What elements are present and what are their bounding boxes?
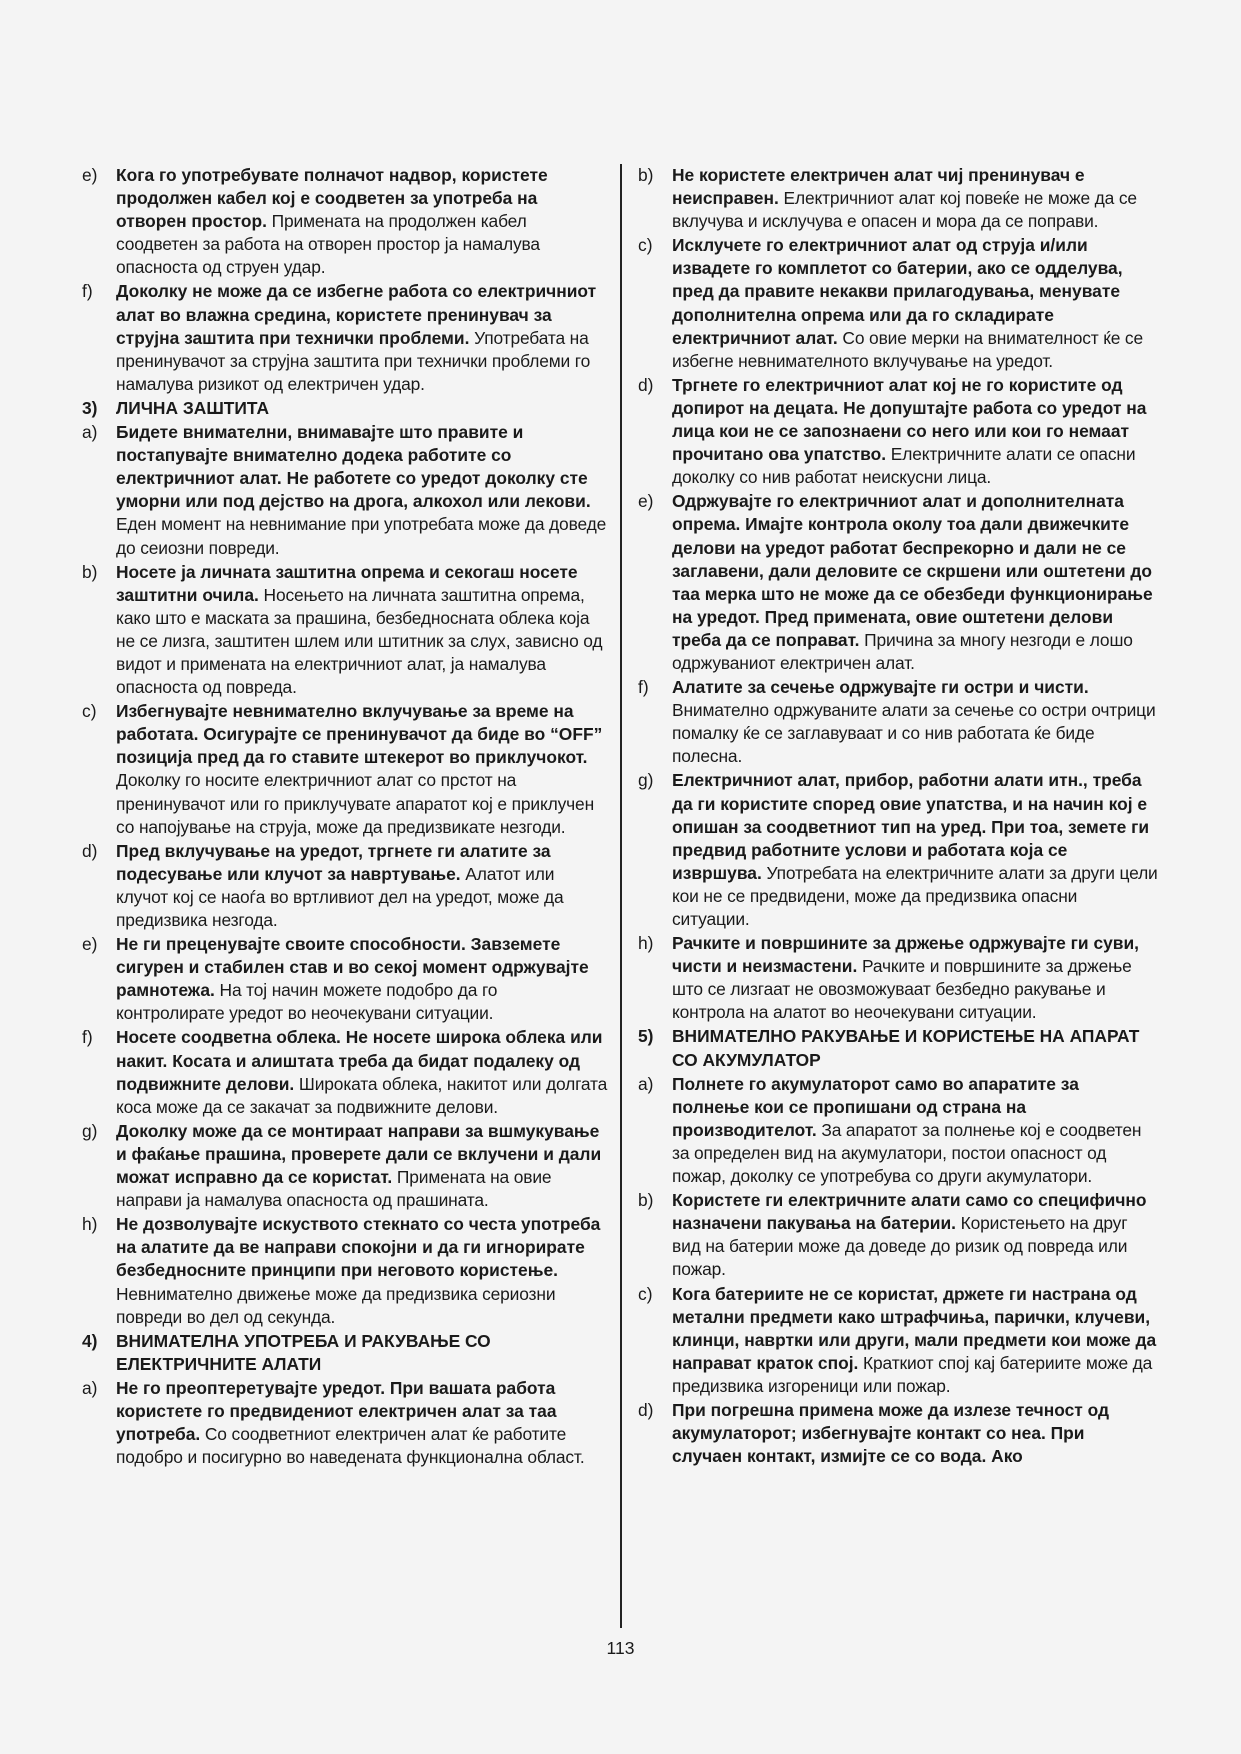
item-explanation: Користењето на друг вид на батерии може да доведе до ризик од повреда или пожар. bbox=[672, 1213, 1128, 1280]
list-item bbox=[638, 1073, 1158, 1188]
section-number: 3) bbox=[82, 397, 98, 418]
section-title: ЛИЧНА ЗАШТИТА bbox=[116, 397, 270, 418]
item-explanation: Употребата на пренинувачот за струјна заштита при технички проблеми го намалува ризикот од електричен удар. bbox=[116, 327, 591, 394]
right-column bbox=[638, 164, 1158, 1469]
item-instruction: Носете соодветна облека. Не носете широка облека или накит. Косата и алиштата треба да бидат подалеку од подвижните делови. bbox=[116, 1027, 603, 1094]
item-letter: f) bbox=[638, 677, 649, 698]
left-column bbox=[82, 164, 610, 1470]
list-item bbox=[82, 933, 610, 1025]
item-explanation: Рачките и површините за држење што се лизгаат не овозможуваат безбедно ракување и контрола на алатот во неочекувани ситуации. bbox=[672, 956, 1132, 1023]
list-item bbox=[638, 164, 1158, 233]
item-instruction: Пред вклучување на уредот, тргнете ги алатите за подесување или клучот за навртување. bbox=[116, 840, 551, 884]
section-title: ВНИМАТЕЛНО РАКУВАЊЕ И КОРИСТЕЊЕ НА АПАРАТ СО АКУМУЛАТОР bbox=[672, 1026, 1140, 1070]
list-item bbox=[82, 1026, 610, 1118]
item-letter: d) bbox=[638, 374, 654, 395]
item-instruction: Доколку може да се монтираат направи за вшмукување и фаќање прашина, проверете дали се вклучени и дали можат исправно да се користат. bbox=[116, 1120, 602, 1188]
list-item bbox=[638, 234, 1158, 373]
item-letter: h) bbox=[82, 1214, 98, 1235]
list-item bbox=[82, 840, 610, 932]
list-item bbox=[82, 1120, 610, 1212]
item-letter: e) bbox=[82, 165, 98, 185]
list-item bbox=[638, 676, 1158, 768]
list-item bbox=[638, 374, 1158, 489]
list-item bbox=[638, 932, 1158, 1024]
list-item bbox=[638, 490, 1158, 675]
item-explanation: Еден момент на невнимание при употребата може да доведе до сеиозни повреди. bbox=[116, 514, 607, 558]
item-explanation: Невнимателно движење може да предизвика сериозни повреди во дел од секунда. bbox=[116, 1283, 556, 1327]
item-letter: h) bbox=[638, 933, 654, 954]
item-instruction: Не дозволувајте искуството стекнато со честа употреба на алатите да ве направи спокојни и да ги игнорирате безбедносните принципи при неговото користење. bbox=[116, 1214, 601, 1281]
item-explanation: За апаратот за полнење кој е соодветен за определен вид на акумулатори, постои опасност од пожар, доколку се употребува со други акумулатори. bbox=[672, 1119, 1142, 1187]
item-explanation: На тој начин можете подобро да го контролирате уредот во неочекувани ситуации. bbox=[116, 980, 498, 1024]
item-instruction: Кога го употребувате полначот надвор, користете продолжен кабел кој е соодветен за употреба на отворен простор. bbox=[116, 165, 548, 232]
list-item bbox=[638, 769, 1158, 931]
item-explanation: Алатот или клучот кој се наоѓа во вртливиот дел на уредот, може да предизвика незгода. bbox=[116, 863, 564, 930]
item-instruction: Алатите за сечење одржувајте ги остри и чисти. bbox=[672, 677, 1089, 698]
item-letter: f) bbox=[82, 1027, 93, 1048]
item-letter: d) bbox=[82, 840, 98, 861]
item-letter: a) bbox=[82, 422, 98, 443]
section-heading bbox=[82, 1330, 610, 1376]
item-instruction: При погрешна примена може да излезе течност од акумулаторот; избегнувајте контакт со неа. При случаен контакт, измијте се со вода. Ако bbox=[672, 1399, 1110, 1467]
item-letter: g) bbox=[82, 1120, 98, 1141]
item-letter: e) bbox=[82, 934, 98, 955]
section-heading bbox=[82, 397, 610, 420]
item-explanation: Употребата на електричните алати за други цели кои не се предвидени, може да предизвика опасни ситуации. bbox=[672, 862, 1158, 929]
item-letter: b) bbox=[82, 561, 98, 582]
section-heading bbox=[638, 1025, 1158, 1071]
item-letter: c) bbox=[638, 1283, 653, 1304]
item-instruction: Исклучете го електричниот алат од струја и/или извадете го комплетот со батерии, ако се одделува, пред да правите некакви прилагодувања, менувате дополнителна опрема или да го складирате електричниот алат. bbox=[672, 235, 1123, 348]
list-item bbox=[82, 561, 610, 700]
section-number: 4) bbox=[82, 1330, 98, 1351]
list-item bbox=[82, 164, 610, 279]
item-instruction: Не ги преценувајте своите способности. Завземете сигурен и стабилен став и во секој момент одржувајте рамнотежа. bbox=[116, 934, 589, 1001]
list-item bbox=[638, 1399, 1158, 1468]
item-explanation: Електричниот алат кој повеќе не може да се вклучува и исклучува е опасен и мора да се поправи. bbox=[672, 188, 1137, 232]
item-instruction: Електричниот алат, прибор, работни алати итн., треба да ги користите според овие упатства, и на начин кој е опишан за соодветниот тип на уред. При тоа, земете ги предвид работните услови и работата која се извршува. bbox=[672, 770, 1150, 883]
item-explanation: Краткиот спој кај батериите може да предизвика изгореници или пожар. bbox=[672, 1352, 1153, 1396]
item-instruction: Тргнете го електричниот алат кој не го користите од допирот на децата. Не допуштајте работа со уредот на лица кои не се запознаени со него или кои го немаат прочитано ова упатство. bbox=[672, 374, 1147, 465]
item-instruction: Полнете го акумулаторот само во апаратите за полнење кои се пропишани од страна на производителот. bbox=[672, 1073, 1079, 1140]
section-number: 5) bbox=[638, 1026, 654, 1047]
item-explanation: Со соодветниот електричен алат ќе работите подобро и посигурно во наведената функционална област. bbox=[116, 1424, 585, 1468]
item-explanation: Со овие мерки на внимателност ќе се избегне невнимателното вклучување на уредот. bbox=[672, 327, 1143, 371]
list-item bbox=[82, 421, 610, 560]
item-explanation: Примената на овие направи ја намалува опасноста од прашината. bbox=[116, 1167, 552, 1211]
item-instruction: Користете ги електричните алати само со специфично назначени пакувања на батерии. bbox=[672, 1190, 1147, 1234]
item-letter: a) bbox=[82, 1377, 98, 1398]
item-explanation: Широката облека, накитот или долгата коса може да се закачат за подвижните делови. bbox=[116, 1073, 608, 1117]
item-explanation: Внимателно одржуваните алати за сечење со остри очтрици помалку ќе се заглавуваат и со нив работата ќе биде полесна. bbox=[672, 700, 1156, 767]
item-letter: a) bbox=[638, 1073, 654, 1094]
item-explanation: Носењето на личната заштитна опрема, како што е маската за прашина, безбедносната облека која не се лизга, заштитен шлем или штитник за слух, зависно од видот и примената на електричниот алат, ја намалува опасноста од повреда. bbox=[116, 584, 603, 698]
item-explanation: Причина за многу незгоди е лошо одржуваниот електричен алат. bbox=[672, 629, 1133, 673]
item-instruction: Избегнувајте невнимателно вклучување за време на работата. Осигурајте се пренинувачот да биде во “OFF” позиција пред да го ставите штекерот во приклучокот. bbox=[116, 701, 603, 768]
item-letter: f) bbox=[82, 281, 93, 302]
item-letter: b) bbox=[638, 1190, 654, 1211]
item-instruction: Кога батериите не се користат, држете ги настрана од метални предмети како штрафчиња, парички, клучеви, клинци, навртки или други, мали предмети кои може да направат краток спој. bbox=[672, 1283, 1157, 1373]
item-letter: b) bbox=[638, 165, 654, 185]
item-explanation: Примената на продолжен кабел соодветен за работа на отворен простор ја намалува опасноста од струен удар. bbox=[116, 211, 540, 278]
item-instruction: Бидете внимателни, внимавајте што правите и постапувајте внимателно додека работите со електричниот алат. Не работете со уредот доколку сте уморни или под дејство на дрога, алкохол или лекови. bbox=[116, 422, 591, 512]
item-explanation: Доколку го носите електричниот алат со прстот на пренинувачот или го приклучувате апаратот кој е приклучен со напојување на струја, може да предизвикате незгоди. bbox=[116, 770, 595, 837]
item-letter: c) bbox=[638, 235, 653, 256]
item-explanation: Електричните алати се опасни доколку со нив работат неискусни лица. bbox=[672, 444, 1136, 488]
item-letter: g) bbox=[638, 770, 654, 791]
item-instruction: Не користете електричен алат чиј пренинувач е неисправен. bbox=[672, 165, 1085, 209]
list-item bbox=[82, 1377, 610, 1469]
section-title: ВНИМАТЕЛНА УПОТРЕБА И РАКУВАЊЕ СО ЕЛЕКТРИЧНИТЕ АЛАТИ bbox=[116, 1330, 491, 1374]
page-number: 113 bbox=[606, 1638, 635, 1658]
item-instruction: Носете ја личната заштитна опрема и секогаш носете заштитни очила. bbox=[116, 561, 578, 605]
item-instruction: Не го преоптеретувајте уредот. При вашата работа користете го предвидениот електричен алат за таа употреба. bbox=[116, 1377, 557, 1445]
item-instruction: Одржувајте го електричниот алат и дополнителната опрема. Имајте контрола околу тоа дали движечките делови на уредот работат беспрекорно и дали не се заглавени, дали деловите се скршени или оштетени до таа мерка што не може да се обезбеди функционирање на уредот. Пред примената, овие оштетени делови треба да се поправат. bbox=[672, 491, 1153, 650]
item-instruction: Доколку не може да се избегне работа со електричниот алат во влажна средина, користете пренинувач за струјна заштита при технички проблеми. bbox=[116, 281, 597, 348]
list-item bbox=[638, 1283, 1158, 1398]
item-letter: d) bbox=[638, 1399, 654, 1420]
list-item bbox=[82, 700, 610, 839]
list-item bbox=[82, 1213, 610, 1328]
item-instruction: Рачките и површините за држење одржувајте ги суви, чисти и неизмастени. bbox=[672, 933, 1140, 977]
item-letter: c) bbox=[82, 701, 97, 722]
list-item bbox=[82, 280, 610, 395]
column-divider bbox=[620, 164, 622, 1628]
item-letter: e) bbox=[638, 491, 654, 512]
list-item bbox=[638, 1189, 1158, 1281]
